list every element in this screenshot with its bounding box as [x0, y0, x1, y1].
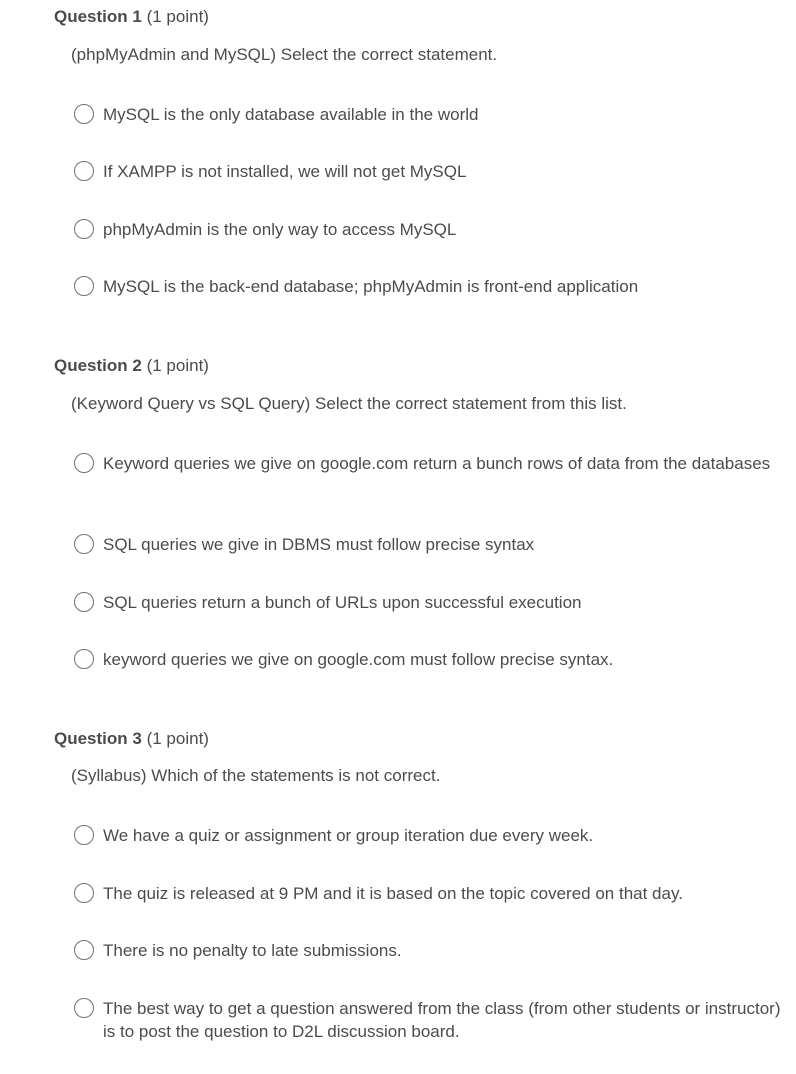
answer-option[interactable] — [74, 882, 786, 905]
answer-option-label[interactable]: MySQL is the only database available in the world — [103, 105, 479, 124]
question-number: Question 2 — [54, 356, 142, 375]
answer-option-label[interactable]: SQL queries we give in DBMS must follow precise syntax — [103, 535, 535, 554]
answer-option[interactable] — [74, 103, 786, 126]
radio-button[interactable] — [74, 649, 94, 669]
answer-option[interactable] — [74, 939, 786, 962]
radio-button[interactable] — [74, 276, 94, 296]
question-heading — [54, 7, 209, 27]
answer-option[interactable] — [74, 997, 786, 1043]
answer-option-label[interactable]: If XAMPP is not installed, we will not get MySQL — [103, 162, 467, 181]
answer-option-label[interactable]: There is no penalty to late submissions. — [103, 941, 402, 960]
answer-option[interactable] — [74, 533, 786, 556]
question-heading — [54, 729, 209, 749]
question-heading — [54, 356, 209, 376]
answer-option-label[interactable]: Keyword queries we give on google.com return a bunch rows of data from the databases — [103, 454, 771, 473]
answer-option[interactable] — [74, 160, 786, 183]
radio-button[interactable] — [74, 161, 94, 181]
answer-option[interactable] — [74, 275, 786, 298]
answer-option-label[interactable]: SQL queries return a bunch of URLs upon successful execution — [103, 593, 582, 612]
radio-button[interactable] — [74, 219, 94, 239]
radio-button[interactable] — [74, 825, 94, 845]
radio-button[interactable] — [74, 592, 94, 612]
radio-button[interactable] — [74, 998, 94, 1018]
answer-option[interactable] — [74, 824, 786, 847]
answer-option-label[interactable]: MySQL is the back-end database; phpMyAdmin is front-end application — [103, 277, 639, 296]
answer-option-label[interactable]: keyword queries we give on google.com must follow precise syntax. — [103, 650, 614, 669]
answer-option[interactable] — [74, 591, 786, 614]
question-prompt: (Syllabus) Which of the statements is not correct. — [71, 766, 441, 785]
answer-option[interactable] — [74, 218, 786, 241]
question-prompt: (phpMyAdmin and MySQL) Select the correct statement. — [71, 45, 498, 64]
answer-option-label[interactable]: phpMyAdmin is the only way to access MySQL — [103, 220, 457, 239]
answer-option[interactable] — [74, 648, 786, 671]
answer-option-label[interactable]: The quiz is released at 9 PM and it is based on the topic covered on that day. — [103, 884, 683, 903]
answer-option-label[interactable]: We have a quiz or assignment or group iteration due every week. — [103, 826, 594, 845]
answer-option[interactable] — [74, 452, 786, 475]
question-number: Question 1 — [54, 7, 142, 26]
question-points: (1 point) — [146, 729, 209, 748]
question-points: (1 point) — [146, 7, 209, 26]
radio-button[interactable] — [74, 883, 94, 903]
question-number: Question 3 — [54, 729, 142, 748]
question-points: (1 point) — [146, 356, 209, 375]
answer-option-label[interactable]: The best way to get a question answered from the class (from other students or instructor) is to post the question to D2L discussion board. — [103, 999, 781, 1041]
question-prompt: (Keyword Query vs SQL Query) Select the correct statement from this list. — [71, 394, 627, 413]
radio-button[interactable] — [74, 104, 94, 124]
radio-button[interactable] — [74, 534, 94, 554]
radio-button[interactable] — [74, 453, 94, 473]
radio-button[interactable] — [74, 940, 94, 960]
